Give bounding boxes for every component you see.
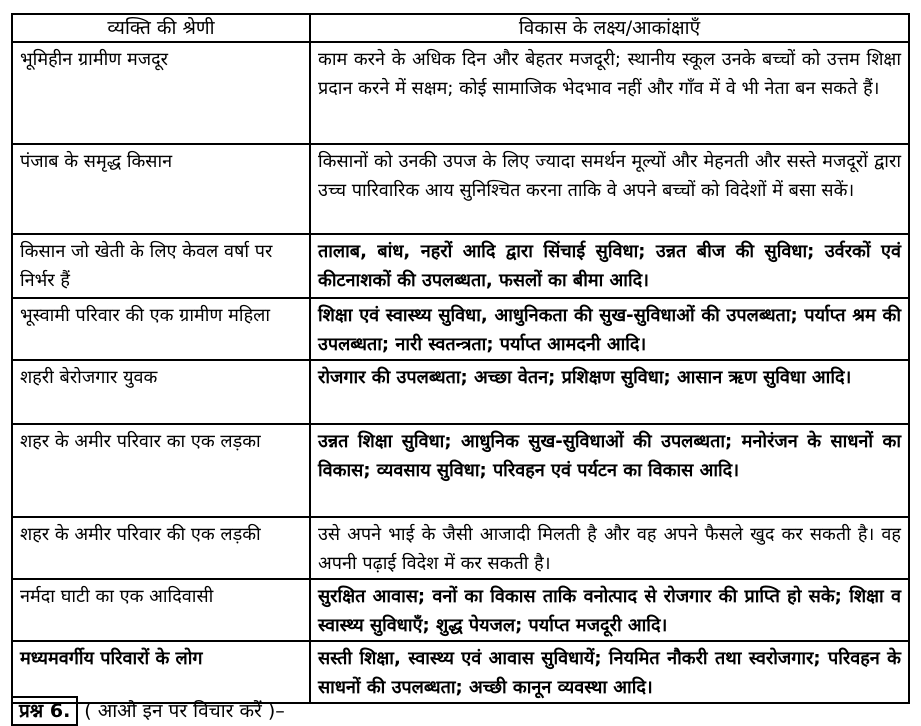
goals-cell: उन्नत शिक्षा सुविधा; आधुनिक सुख-सुविधाओं की उपलब्धता; मनोरंजन के साधनों का विकास; व्यवसाय सुविधा; परिवहन एवं पर्यटन का विकास आदि। (310, 424, 909, 517)
goals-cell: उसे अपने भाई के जैसी आजादी मिलती है और वह अपने फैसले खुद कर सकती है। वह अपनी पढ़ाई विदेश में कर सकती है। (310, 517, 909, 579)
table-row (12, 579, 909, 641)
cut-off-top-line (0, 0, 921, 10)
table-header-row (12, 14, 909, 42)
header-category: व्यक्ति की श्रेणी (12, 14, 310, 42)
category-cell: पंजाब के समृद्ध किसान (12, 144, 310, 234)
goals-cell: शिक्षा एवं स्वास्थ्य सुविधा, आधुनिकता की सुख-सुविधाओं की उपलब्धता; पर्याप्त श्रम की उपलब्धता; नारी स्वतन्त्रता; पर्याप्त आमदनी आदि। (310, 298, 909, 360)
category-cell: नर्मदा घाटी का एक आदिवासी (12, 579, 310, 641)
development-goals-table (11, 13, 910, 704)
header-goals: विकास के लक्ष्य/आकांक्षाएँ (310, 14, 909, 42)
category-cell: किसान जो खेती के लिए केवल वर्षा पर निर्भर हैं (12, 234, 310, 298)
category-cell: भूस्वामी परिवार की एक ग्रामीण महिला (12, 298, 310, 360)
goals-cell: काम करने के अधिक दिन और बेहतर मजदूरी; स्थानीय स्कूल उनके बच्चों को उत्तम शिक्षा प्रदान करने में सक्षम; कोई सामाजिक भेदभाव नहीं और गाँव में वे भी नेता बन सकते हैं। (310, 42, 909, 144)
question-text: ( आओ इन पर विचार करें )– (84, 700, 285, 722)
goals-cell: तालाब, बांध, नहरों आदि द्वारा सिंचाई सुविधा; उन्नत बीज की सुविधा; उर्वरकों एवं कीटनाशकों की उपलब्धता, फसलों का बीमा आदि। (310, 234, 909, 298)
goals-cell: रोजगार की उपलब्धता; अच्छा वेतन; प्रशिक्षण सुविधा; आसान ऋण सुविधा आदि। (310, 360, 909, 424)
question-heading (11, 696, 911, 726)
category-cell: शहर के अमीर परिवार की एक लड़की (12, 517, 310, 579)
question-number: प्रश्न 6. (11, 696, 78, 726)
table-row (12, 360, 909, 424)
category-cell: मध्यमवर्गीय परिवारों के लोग (12, 641, 310, 703)
goals-cell: सुरक्षित आवास; वनों का विकास ताकि वनोत्पाद से रोजगार की प्राप्ति हो सके; शिक्षा व स्वास्थ्य सुविधाएँ; शुद्ध पेयजल; पर्याप्त मजदूरी आदि। (310, 579, 909, 641)
table-row (12, 144, 909, 234)
table-row (12, 234, 909, 298)
goals-cell: सस्ती शिक्षा, स्वास्थ्य एवं आवास सुविधायें; नियमित नौकरी तथा स्वरोजगार; परिवहन के साधनों की उपलब्धता; अच्छी कानून व्यवस्था आदि। (310, 641, 909, 703)
goals-cell: किसानों को उनकी उपज के लिए ज्यादा समर्थन मूल्यों और मेहनती और सस्ते मजदूरों द्वारा उच्च पारिवारिक आय सुनिश्चित करना ताकि वे अपने बच्चों को विदेशों में बसा सकें। (310, 144, 909, 234)
category-cell: शहर के अमीर परिवार का एक लड़का (12, 424, 310, 517)
table-row (12, 517, 909, 579)
table-row (12, 424, 909, 517)
table-row (12, 42, 909, 144)
category-cell: भूमिहीन ग्रामीण मजदूर (12, 42, 310, 144)
category-cell: शहरी बेरोजगार युवक (12, 360, 310, 424)
table-row (12, 641, 909, 703)
table-row (12, 298, 909, 360)
cut-off-text (90, 0, 96, 9)
